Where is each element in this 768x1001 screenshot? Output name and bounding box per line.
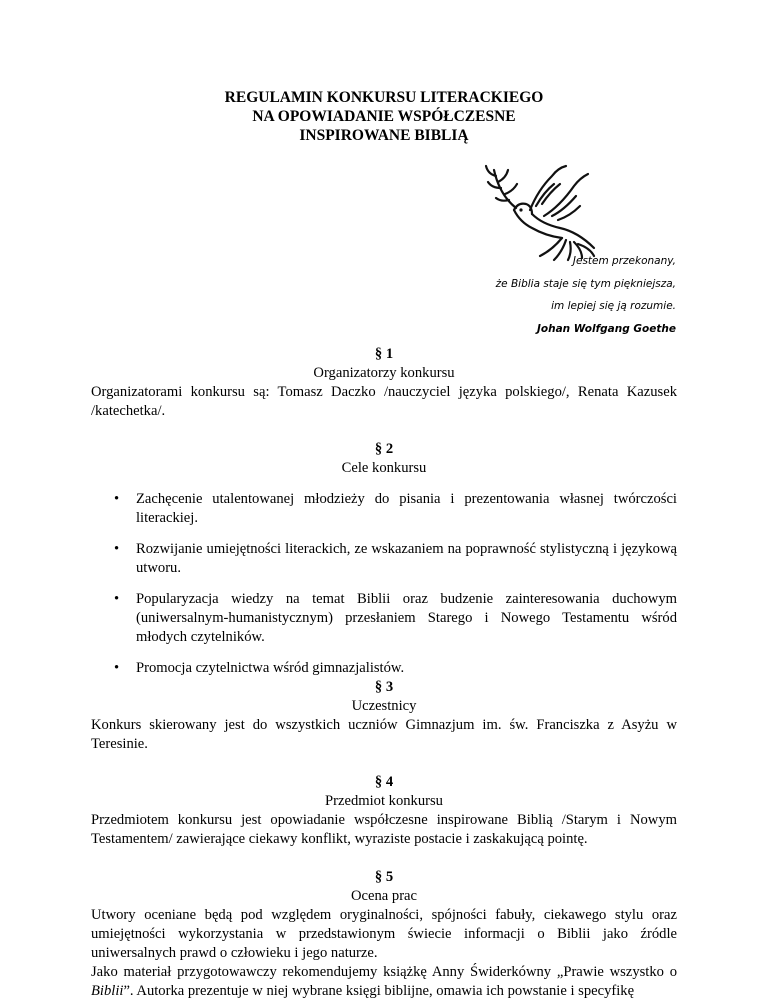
title-line-2: NA OPOWIADANIE WSPÓŁCZESNE xyxy=(252,108,516,125)
section-5-title: Ocena prac xyxy=(350,888,418,904)
section-1-title: Organizatorzy konkursu xyxy=(313,365,455,381)
section-3-number: § 3 xyxy=(374,679,394,695)
quote-line-3: im lepiej się ją rozumie. xyxy=(551,300,676,312)
title-line-1: REGULAMIN KONKURSU LITERACKIEGO xyxy=(224,89,544,106)
goals-list xyxy=(91,490,677,678)
goethe-quote xyxy=(496,250,676,340)
section-5-text: Utwory oceniane będą pod względem oryginalności, spójności fabuły, ciekawego stylu oraz umiejętności wykorzystania w przedstawionym świecie informacji o Biblii jako źródle uniwersalnych prawd o człowieku i jego naturze. xyxy=(91,907,677,961)
list-item: • Promocja czytelnictwa wśród gimnazjalistów. xyxy=(114,660,405,676)
section-4-title: Przedmiot konkursu xyxy=(325,793,443,809)
book-title-emphasis: Biblii xyxy=(91,983,124,999)
section-1-text: Organizatorami konkursu są: Tomasz Daczko /nauczyciel języka polskiego/, Renata Kazusek /katechetka/. xyxy=(91,384,677,419)
bullet-icon: • xyxy=(114,491,120,507)
section-5-number: § 5 xyxy=(374,869,394,885)
section-5-recommendation: Jako materiał przygotowawczy rekomendujemy książkę Anny Świderkówny „Prawie wszystko o Biblii”. Autorka prezentuje w niej wybrane księgi biblijne, omawia ich powstanie i specyfikę xyxy=(91,964,677,999)
document-title xyxy=(0,88,768,145)
dove-with-olive-branch-icon xyxy=(474,158,604,264)
section-4-text: Przedmiotem konkursu jest opowiadanie współczesne inspirowane Biblią /Starym i Nowym Testamentem/ zawierające ciekawy konflikt, wyraziste postacie i zaskakującą pointę. xyxy=(91,812,677,847)
section-1-number: § 1 xyxy=(374,346,394,362)
section-3-text: Konkurs skierowany jest do wszystkich uczniów Gimnazjum im. św. Franciszka z Asyżu w Teresinie. xyxy=(91,717,677,752)
bullet-icon: • xyxy=(114,541,120,557)
quote-line-2: że Biblia staje się tym piękniejsza, xyxy=(495,277,676,290)
title-line-3: INSPIROWANE BIBLIĄ xyxy=(299,127,469,144)
document-body xyxy=(91,345,677,1001)
section-3-title: Uczestnicy xyxy=(351,698,417,714)
section-2-number: § 2 xyxy=(374,441,394,457)
bullet-icon: • xyxy=(114,591,120,607)
section-2-title: Cele konkursu xyxy=(341,460,427,476)
quote-author: Johan Wolfgang Goethe xyxy=(536,322,676,335)
bullet-icon: • xyxy=(114,660,120,676)
list-item: • Popularyzacja wiedzy na temat Biblii oraz budzenie zainteresowania duchowym (uniwersalnym-humanistycznym) przesłaniem Starego i Nowego Testamentu wśród młodych czytelników. xyxy=(114,591,677,645)
quote-line-1: Jestem przekonany, xyxy=(572,255,676,267)
list-item: • Rozwijanie umiejętności literackich, ze wskazaniem na poprawność stylistyczną i językową utworu. xyxy=(114,541,677,576)
list-item: • Zachęcenie utalentowanej młodzieży do pisania i prezentowania własnej twórczości literackiej. xyxy=(114,491,677,526)
section-4-number: § 4 xyxy=(374,774,394,790)
